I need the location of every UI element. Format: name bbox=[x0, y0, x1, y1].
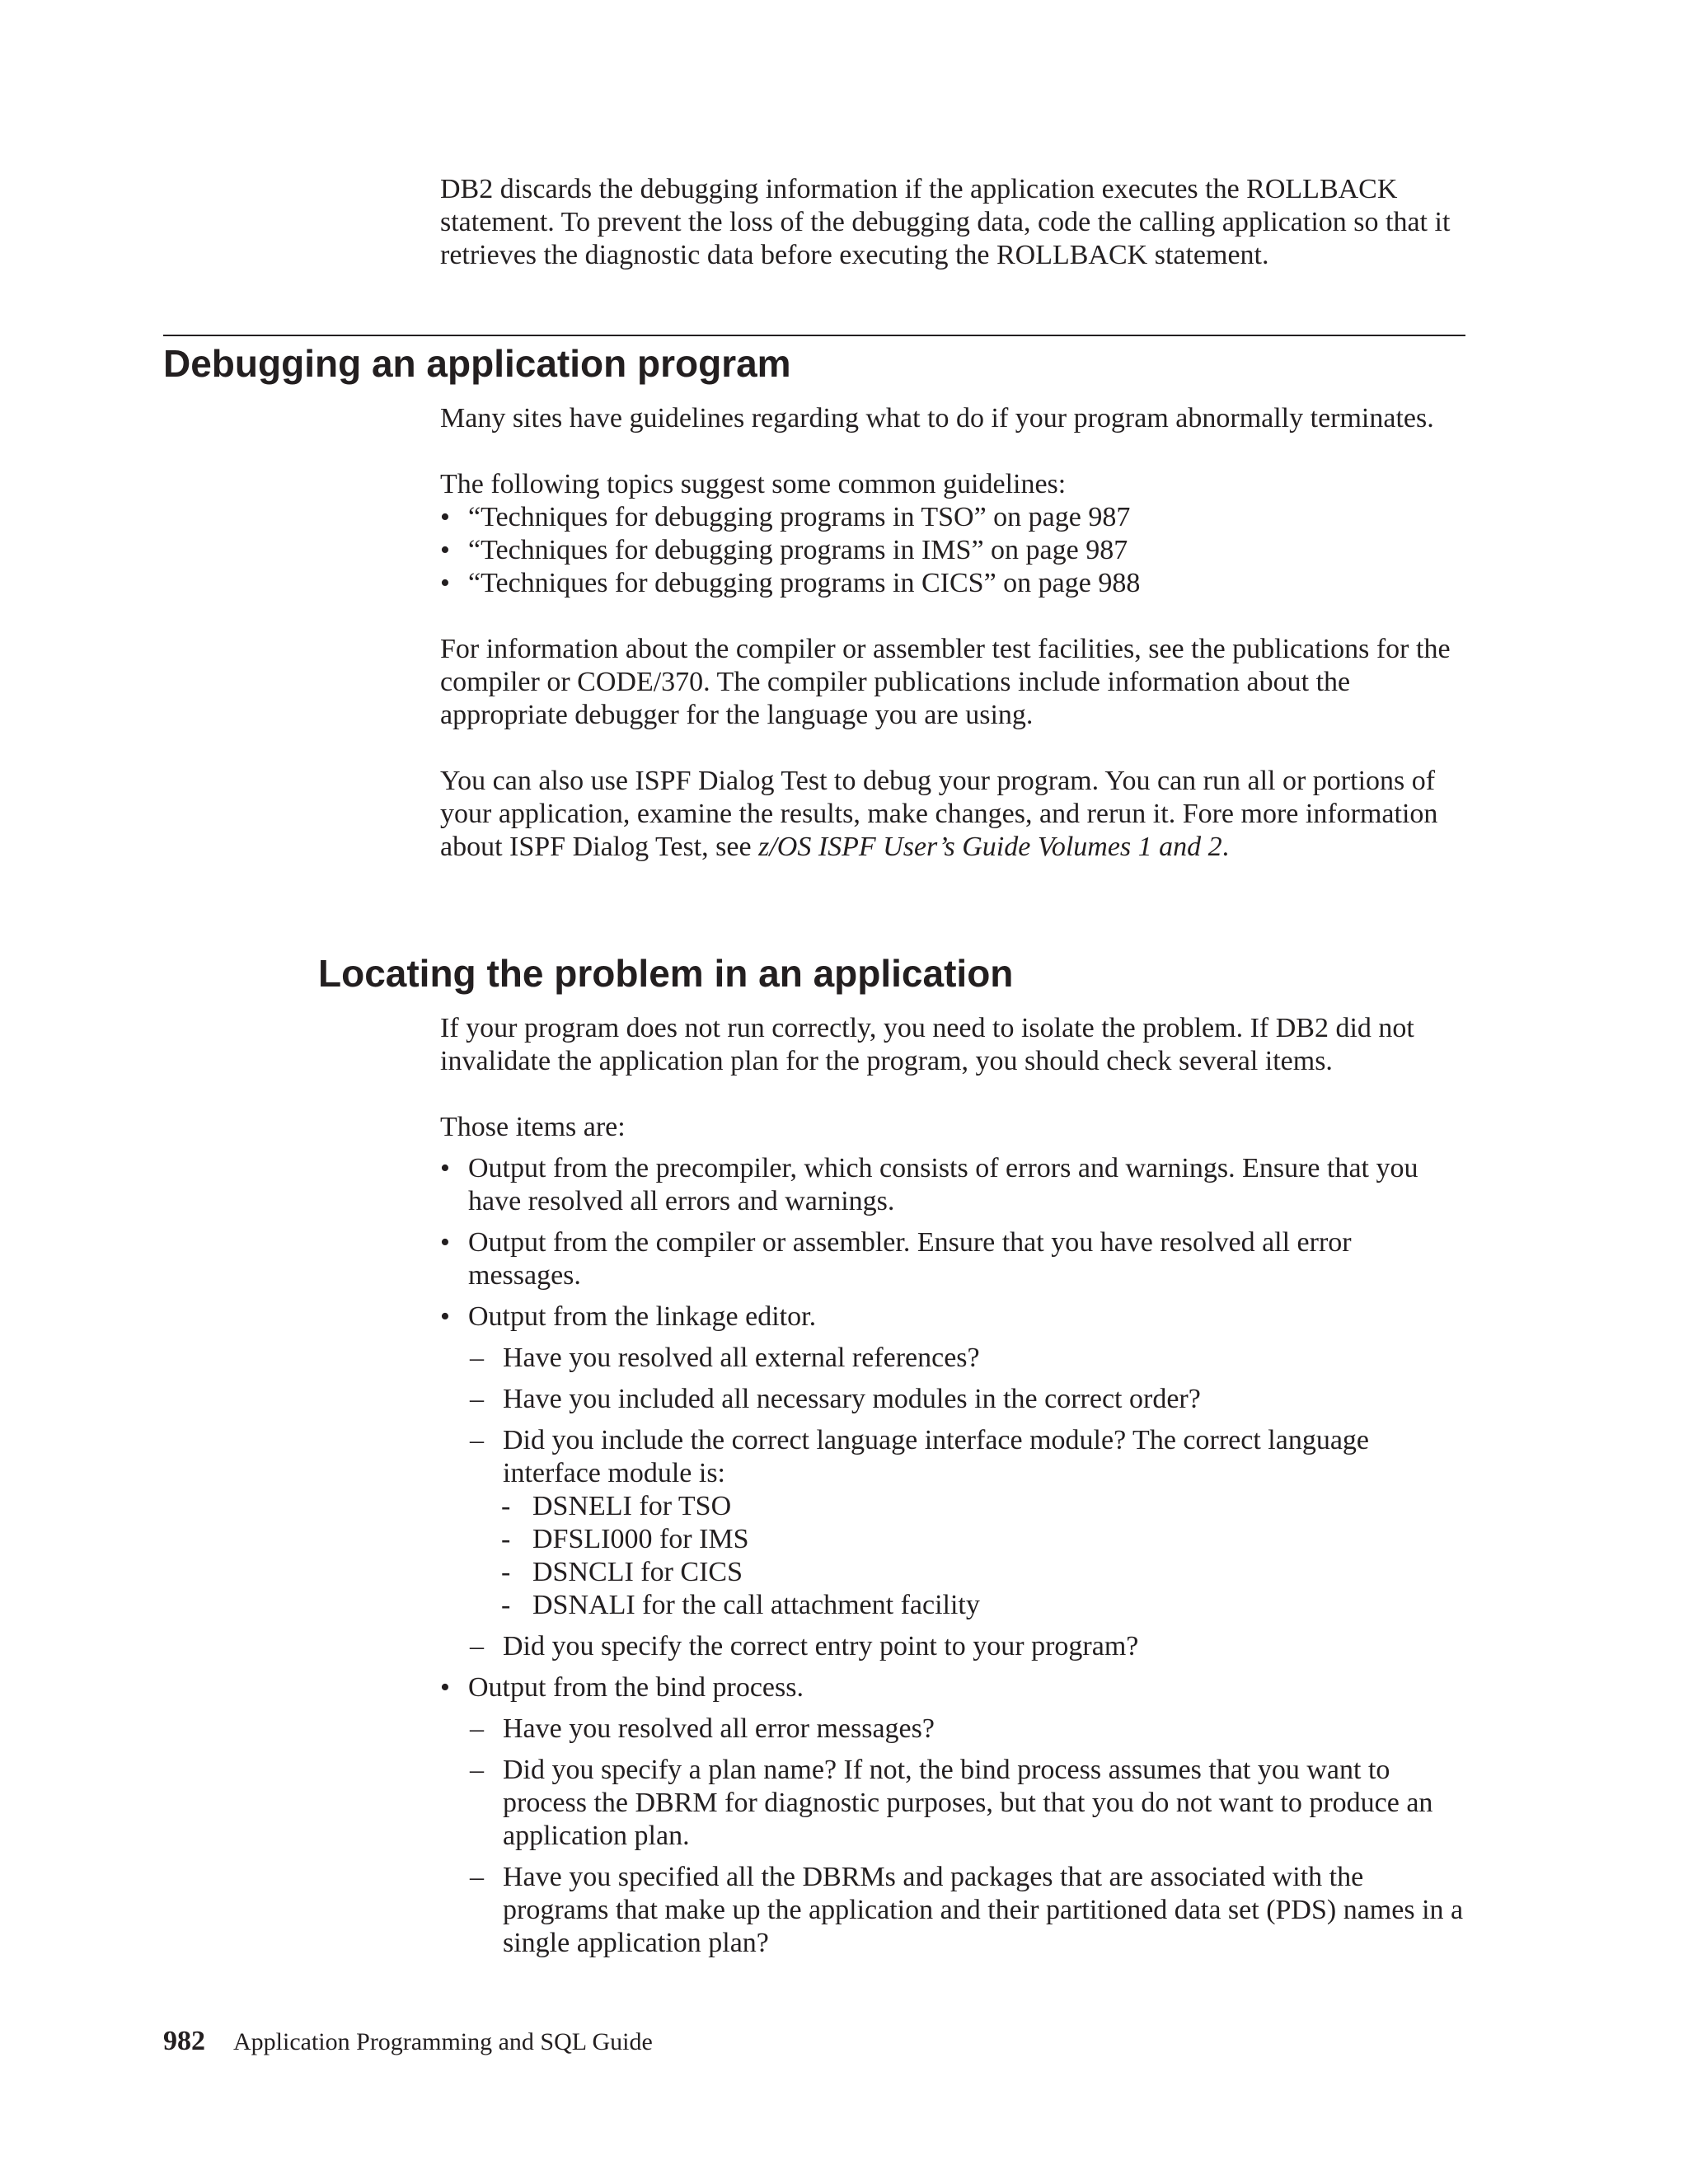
bullet-marker: • bbox=[440, 535, 450, 565]
checklist-item-text: Have you included all necessary modules in the correct order? bbox=[503, 1384, 1201, 1414]
list-marker: – bbox=[470, 1631, 484, 1661]
checklist-item bbox=[440, 1713, 1470, 1746]
list-marker: - bbox=[501, 1491, 511, 1521]
list-marker: • bbox=[440, 1672, 450, 1703]
guideline-link[interactable]: • “Techniques for debugging programs in IMS” on page 987 bbox=[440, 535, 1128, 565]
section1-paragraph-2: The following topics suggest some common guidelines: bbox=[440, 469, 1067, 499]
checklist-item bbox=[440, 1861, 1470, 1960]
subsection-heading-locating: Locating the problem in an application bbox=[318, 952, 1014, 995]
checklist-item-text: Did you specify a plan name? If not, the bind process assumes that you want to process the DBRM for diagnostic purposes, but that you do not want to produce an application plan. bbox=[503, 1755, 1433, 1851]
bullet-marker: • bbox=[440, 568, 450, 598]
list-marker: - bbox=[501, 1524, 511, 1554]
checklist-item bbox=[440, 1556, 1470, 1589]
checklist-item-text: Did you include the correct language interface module? The correct language interface module is: bbox=[503, 1425, 1369, 1488]
section2-body bbox=[440, 1012, 1470, 1960]
checklist-item-text: Have you specified all the DBRMs and packages that are associated with the programs that make up the application and their partitioned data set (PDS) names in a single application plan? bbox=[503, 1862, 1464, 1958]
section-rule bbox=[163, 335, 1465, 336]
section1-paragraph-4: You can also use ISPF Dialog Test to debug your program. You can run all or portions of your application, examine the results, make changes, and rerun it. Fore more information about ISPF Dialog Test, see z/OS ISPF User’s Guide Volumes 1 and 2. bbox=[440, 766, 1438, 862]
list-marker: • bbox=[440, 1153, 450, 1183]
checklist-item-text: DSNCLI for CICS bbox=[532, 1557, 743, 1587]
section-heading-debugging: Debugging an application program bbox=[163, 342, 791, 385]
checklist-item bbox=[440, 1152, 1470, 1218]
checklist-item bbox=[440, 1342, 1470, 1375]
checklist-item bbox=[440, 1424, 1470, 1490]
checklist-item bbox=[440, 1383, 1470, 1416]
list-marker: – bbox=[470, 1755, 484, 1785]
section1-body bbox=[440, 402, 1470, 864]
list-marker: • bbox=[440, 1301, 450, 1332]
list-marker: – bbox=[470, 1343, 484, 1373]
section2-paragraph-1: If your program does not run correctly, you need to isolate the problem. If DB2 did not invalidate the application plan for the program, you should check several items. bbox=[440, 1013, 1414, 1076]
intro-paragraph: DB2 discards the debugging information if the application executes the ROLLBACK statement. To prevent the loss of the debugging data, code the calling application so that it retrieves the diagnostic data before executing the ROLLBACK statement. bbox=[440, 174, 1451, 270]
checklist bbox=[440, 1152, 1470, 1960]
guideline-link[interactable]: • “Techniques for debugging programs in TSO” on page 987 bbox=[440, 502, 1131, 532]
checklist-item bbox=[440, 1671, 1470, 1704]
checklist-item bbox=[440, 1523, 1470, 1556]
list-marker: – bbox=[470, 1384, 484, 1414]
section2-paragraph-2: Those items are: bbox=[440, 1112, 626, 1142]
guideline-link[interactable]: • “Techniques for debugging programs in CICS” on page 988 bbox=[440, 568, 1141, 598]
page-footer bbox=[163, 2026, 653, 2057]
list-marker: – bbox=[470, 1862, 484, 1892]
checklist-item-text: Output from the bind process. bbox=[468, 1672, 804, 1703]
checklist-item bbox=[440, 1630, 1470, 1663]
checklist-item-text: DFSLI000 for IMS bbox=[532, 1524, 749, 1554]
guideline-links-list bbox=[440, 501, 1470, 600]
list-marker: – bbox=[470, 1713, 484, 1744]
book-title: Application Programming and SQL Guide bbox=[233, 2028, 653, 2055]
checklist-item-text: Output from the precompiler, which consists of errors and warnings. Ensure that you have resolved all errors and warnings. bbox=[468, 1153, 1418, 1216]
list-marker: - bbox=[501, 1590, 511, 1620]
checklist-item bbox=[440, 1589, 1470, 1622]
checklist-item-text: Have you resolved all error messages? bbox=[503, 1713, 935, 1744]
checklist-item-text: Did you specify the correct entry point to your program? bbox=[503, 1631, 1139, 1661]
checklist-item-text: DSNELI for TSO bbox=[532, 1491, 732, 1521]
list-marker: • bbox=[440, 1227, 450, 1258]
checklist-item-text: DSNALI for the call attachment facility bbox=[532, 1590, 980, 1620]
section1-paragraph-1: Many sites have guidelines regarding what to do if your program abnormally terminates. bbox=[440, 403, 1434, 434]
checklist-item bbox=[440, 1490, 1470, 1523]
checklist-item bbox=[440, 1226, 1470, 1292]
bullet-marker: • bbox=[440, 502, 450, 532]
page-number: 982 bbox=[163, 2026, 205, 2056]
list-marker: - bbox=[501, 1557, 511, 1587]
checklist-item-text: Have you resolved all external references? bbox=[503, 1343, 980, 1373]
checklist-item-text: Output from the compiler or assembler. Ensure that you have resolved all error messages. bbox=[468, 1227, 1352, 1291]
intro-block bbox=[440, 173, 1470, 272]
checklist-item-text: Output from the linkage editor. bbox=[468, 1301, 817, 1332]
checklist-item bbox=[440, 1754, 1470, 1853]
publication-title: z/OS ISPF User’s Guide Volumes 1 and 2 bbox=[758, 832, 1222, 862]
checklist-item bbox=[440, 1301, 1470, 1333]
list-marker: – bbox=[470, 1425, 484, 1455]
section1-paragraph-3: For information about the compiler or assembler test facilities, see the publications for the compiler or CODE/370. The compiler publications include information about the appropriate debugger for the language you are using. bbox=[440, 634, 1451, 730]
